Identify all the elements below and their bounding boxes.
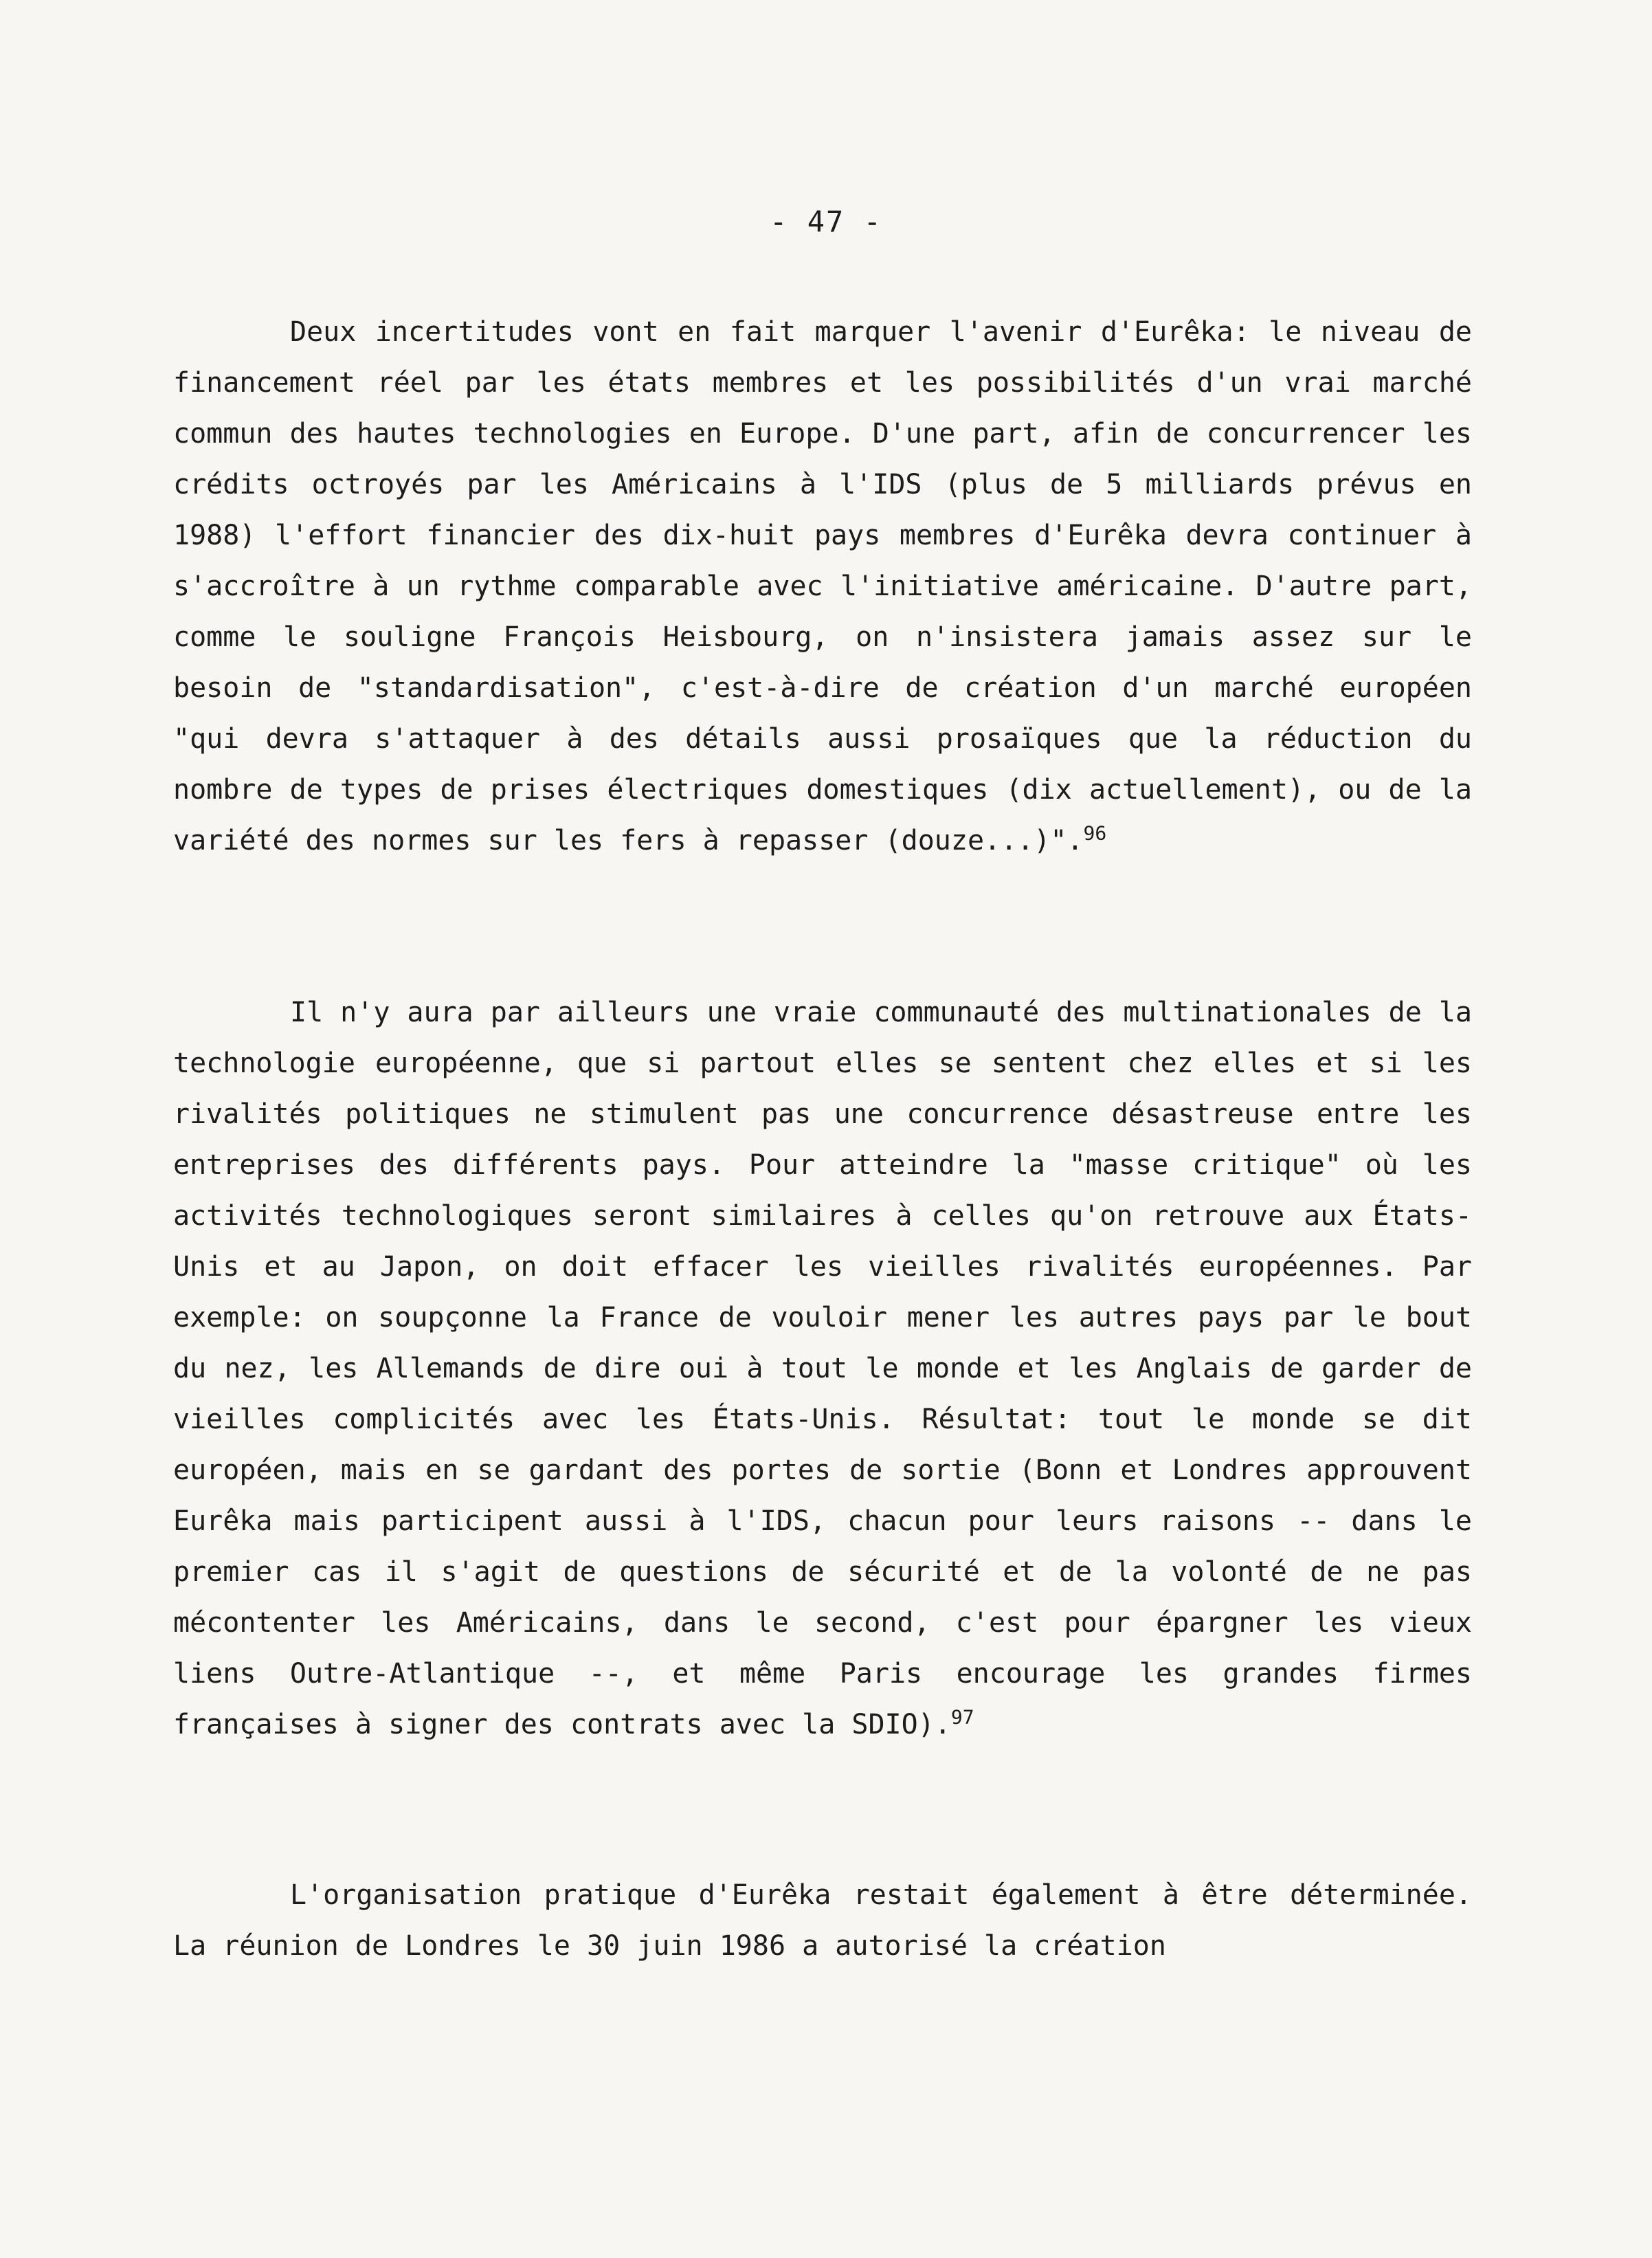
page-number: - 47 - [770, 205, 882, 239]
paragraph-text: Deux incertitudes vont en fait marquer l'avenir d'Eurêka: le niveau de financement réel par les états membres et les possibilités d'un vrai marché commun des hautes technologies en Europe. D'une part, afin de concurrencer les crédits octroyés par les Américains à l'IDS (plus de 5 milliards prévus en 1988) l'effort financier des dix-huit pays membres d'Eurêka devra continuer à s'accroître à un rythme comparable avec l'initiative américaine. D'autre part, comme le souligne François Heisbourg, on n'insistera jamais assez sur le besoin de "standardisation", c'est-à-dire de création d'un marché européen "qui devra s'attaquer à des détails aussi prosaïques que la réduction du nombre de types de prises électriques domestiques (dix actuellement), ou de la variété des normes sur les fers à repasser (douze...)". [173, 316, 1472, 856]
paragraph-eureka-uncertainties [173, 307, 1472, 866]
paragraph-multinationals-community [173, 987, 1472, 1750]
footnote-ref: 97 [950, 1705, 974, 1729]
paragraph-text: L'organisation pratique d'Eurêka restait également à être déterminée. La réunion de Londres le 30 juin 1986 a autorisé la création [173, 1879, 1472, 1962]
paragraph-text: Il n'y aura par ailleurs une vraie communauté des multinationales de la technologie européenne, que si partout elles se sentent chez elles et si les rivalités politiques ne stimulent pas une concurrence désastreuse entre les entreprises des différents pays. Pour atteindre la "masse critique" où les activités technologiques seront similaires à celles qu'on retrouve aux États-Unis et au Japon, on doit effacer les vieilles rivalités européennes. Par exemple: on soupçonne la France de vouloir mener les autres pays par le bout du nez, les Allemands de dire oui à tout le monde et les Anglais de garder de vieilles complicités avec les États-Unis. Résultat: tout le monde se dit européen, mais en se gardant des portes de sortie (Bonn et Londres approuvent Eurêka mais participent aussi à l'IDS, chacun pour leurs raisons -- dans le premier cas il s'agit de questions de sécurité et de la volonté de ne pas mécontenter les Américains, dans le second, c'est pour épargner les vieux liens Outre-Atlantique --, et même Paris encourage les grandes firmes françaises à signer des contrats avec la SDIO). [173, 997, 1472, 1740]
footnote-ref: 96 [1083, 821, 1107, 845]
paragraph-eureka-organisation [173, 1870, 1472, 1971]
